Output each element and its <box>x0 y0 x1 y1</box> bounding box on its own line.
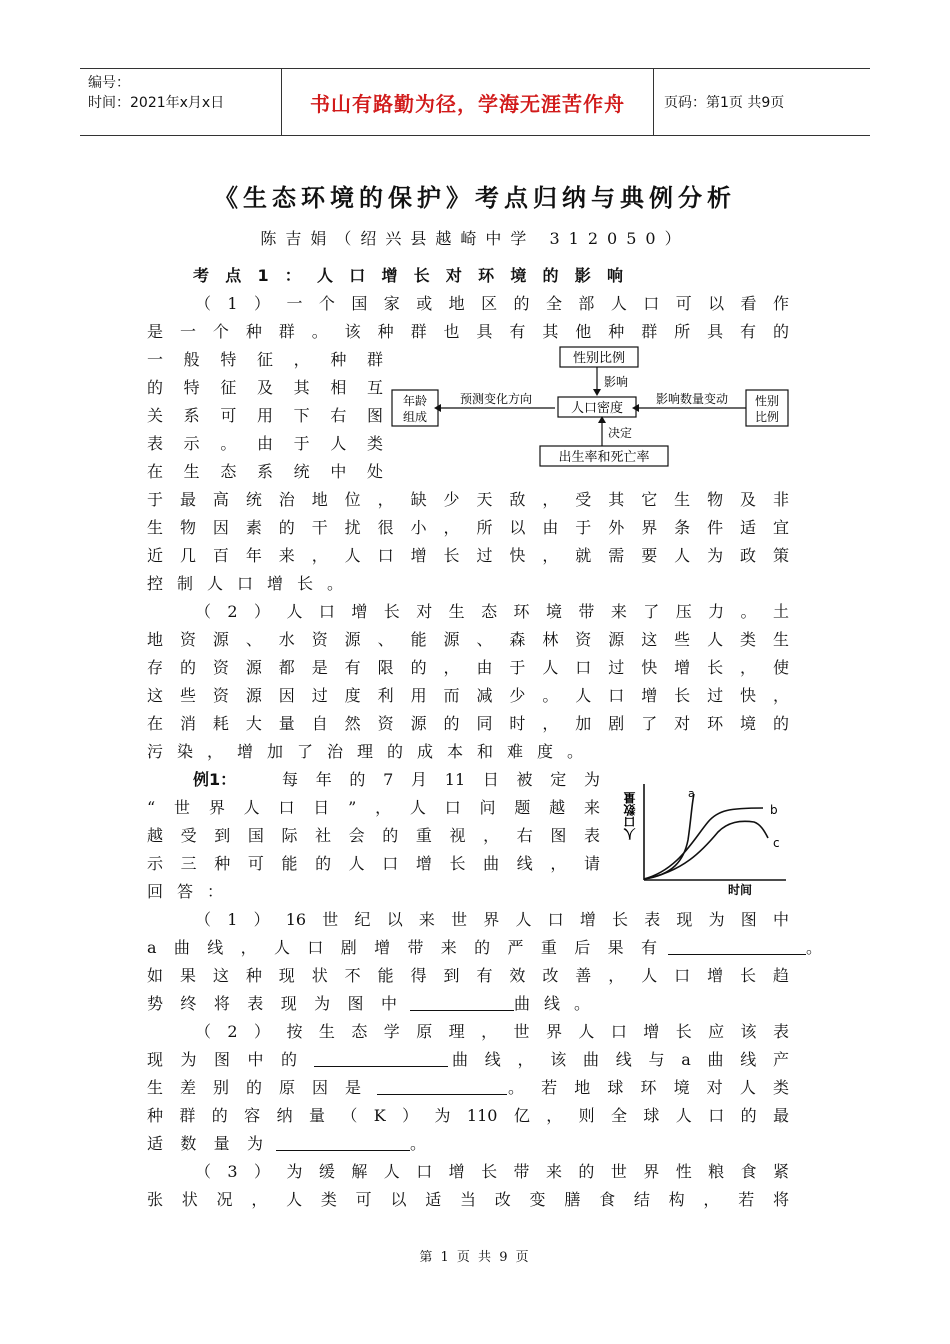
para2-line: 在消耗大量自然资源的同时，加剧了对环境的 <box>147 714 789 733</box>
example1-line: 每年的7月11日被定为 <box>282 770 600 789</box>
header-page-info: 页码：第1页 共9页 <box>664 95 785 111</box>
diagram-sex-label-1: 性别 <box>754 394 780 408</box>
page-footer: 第 1 页 共 9 页 <box>419 1250 531 1265</box>
diagram-affect-label: 影响数量变动 <box>655 392 729 406</box>
q2-line-end: 。 <box>410 1134 427 1153</box>
example1-label: 例1： <box>193 770 237 789</box>
document-header <box>80 68 870 136</box>
q1-line: 势终将表现为图中 <box>147 994 397 1013</box>
q2-line: 曲线，该曲线与a曲线产 <box>452 1050 789 1069</box>
q1-line: 曲线。 <box>514 994 605 1013</box>
para1-line: （1）一个国家或地区的全部人口可以看作 <box>195 294 789 313</box>
header-time: 时间：2021年x月x日 <box>88 95 225 111</box>
section-heading: 考点1：人口增长对环境的影响 <box>193 266 623 285</box>
document-title: 《生态环境的保护》考点归纳与典例分析 <box>214 184 736 212</box>
q3-line: （3）为缓解人口增长带来的世界性粮食紧 <box>195 1162 789 1181</box>
q1-blank-2[interactable] <box>410 994 514 1011</box>
q2-blank-1[interactable] <box>314 1050 448 1067</box>
para1-line: 是一个种群。该种群也具有其他种群所具有的 <box>147 322 789 341</box>
q2-line: 种群的容纳量（K）为110亿，则全球人口的最 <box>147 1106 789 1125</box>
graph-curve-b <box>644 808 763 879</box>
para1-line: 在生态系统中处 <box>147 462 383 481</box>
example1-line: 示三种可能的人口增长曲线，请 <box>147 854 600 873</box>
q2-line: 生差别的原因是 <box>147 1078 361 1097</box>
q2-line: （2）按生态学原理，世界人口增长应该表 <box>195 1022 789 1041</box>
para1-line: 的特征及其相互 <box>147 378 383 397</box>
q1-blank-1[interactable] <box>668 938 806 955</box>
example1-line: 越受到国际社会的重视，右图表 <box>147 826 600 845</box>
q2-line: 。若地球环境对人类 <box>508 1078 789 1097</box>
diagram-decide-label: 决定 <box>608 426 633 440</box>
para1-line: 一般特征，种群 <box>147 350 383 369</box>
para2-line: （2）人口增长对生态环境带来了压力。土 <box>195 602 789 621</box>
para2-line: 地资源、水资源、能源、森林资源这些人类生 <box>147 630 789 649</box>
para1-line: 生物因素的干扰很小，所以由于外界条件适宜 <box>147 518 789 537</box>
example1-line: “世界人口日”，人口问题越来 <box>147 798 600 817</box>
para1-line: 关系可用下右图 <box>147 406 383 425</box>
q1-line-end: 。 <box>806 938 823 957</box>
para1-line: 表示。由于人类 <box>147 434 383 453</box>
example1-line: 回答： <box>147 882 238 901</box>
q1-line: 如果这种现状不能得到有效改善，人口增长趋 <box>147 966 789 985</box>
para1-line: 于最高统治地位，缺少天敌，受其它生物及非 <box>147 490 789 509</box>
population-features-diagram <box>390 344 794 470</box>
graph-x-label: 时间 <box>727 883 753 897</box>
graph-label-b: b <box>770 803 778 817</box>
diagram-density-label: 人口密度 <box>570 401 624 416</box>
document-author: 陈吉娟（绍兴县越崎中学 312050） <box>260 229 690 248</box>
diagram-age-label-2: 组成 <box>402 410 428 424</box>
q2-blank-2[interactable] <box>377 1078 507 1095</box>
diagram-influence-label: 影响 <box>604 375 629 389</box>
diagram-age-label-1: 年龄 <box>402 394 428 408</box>
graph-y-label: 人口数量 <box>623 792 637 840</box>
diagram-sex-label-2: 比例 <box>754 410 780 424</box>
para1-line: 近几百年来，人口增长过快，就需要人为政策 <box>147 546 789 565</box>
diagram-sex-ratio-label: 性别比例 <box>572 351 626 366</box>
header-meta <box>80 69 282 135</box>
graph-label-a: a <box>688 787 695 800</box>
q1-line: a曲线，人口剧增带来的严重后果有 <box>147 938 657 957</box>
diagram-predict-label: 预测变化方向 <box>459 392 533 406</box>
para2-line: 存的资源都是有限的，由于人口过快增长，使 <box>147 658 789 677</box>
para2-line: 这些资源因过度利用而减少。人口增长过快， <box>147 686 789 705</box>
q3-line: 张状况，人类可以适当改变膳食结构，若将 <box>147 1190 789 1209</box>
q2-line: 现为图中的 <box>147 1050 297 1069</box>
q2-blank-3[interactable] <box>276 1134 410 1151</box>
population-growth-graph <box>618 780 790 898</box>
para2-line: 污染，增加了治理的成本和难度。 <box>147 742 598 761</box>
q1-line: （1）16世纪以来世界人口增长表现为图中 <box>195 910 789 929</box>
q2-line: 适数量为 <box>147 1134 263 1153</box>
graph-label-c: c <box>773 836 780 850</box>
para1-line: 控制人口增长。 <box>147 574 358 593</box>
diagram-birth-death-label: 出生率和死亡率 <box>558 450 650 465</box>
header-motto: 书山有路勤为径，学海无涯苦作舟 <box>282 69 654 135</box>
header-number: 编号： <box>88 75 130 91</box>
